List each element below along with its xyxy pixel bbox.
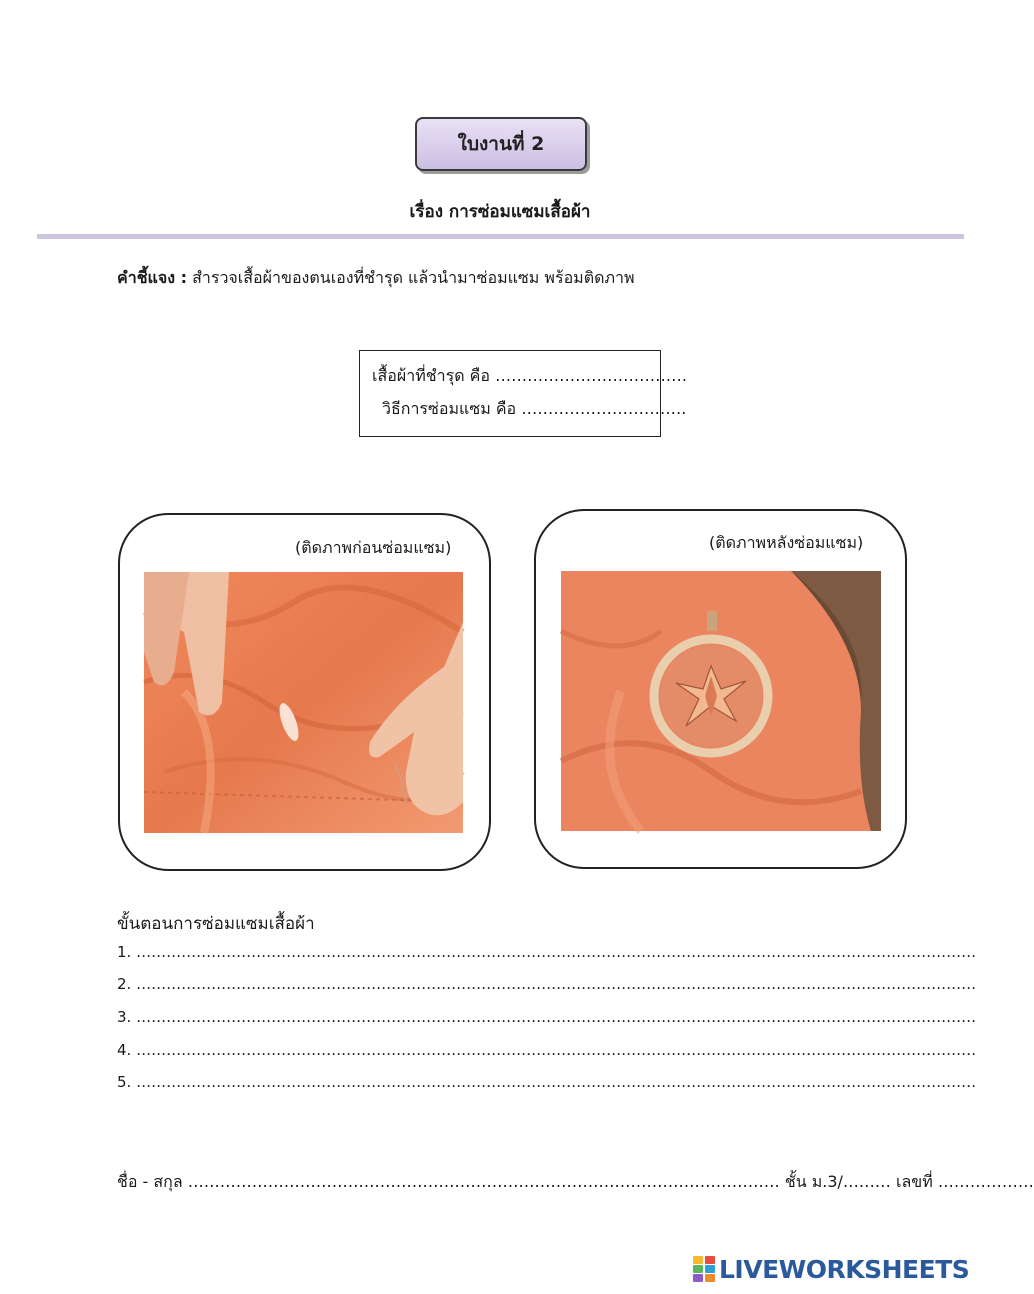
instructions-label: คำชี้แจง : — [117, 268, 188, 287]
damaged-clothing-field[interactable]: เสื้อผ้าที่ชำรุด คือ ……………………………… — [372, 366, 688, 385]
step-line-1[interactable]: 1. …………………………………………………………………………………………………………………………………………………… — [117, 943, 977, 961]
student-info-line[interactable]: ชื่อ - สกุล ………………………………………………………………………………………………… ชั้น ม.3/……… เลขที่ ……………… — [117, 1172, 1034, 1191]
step-line-3[interactable]: 3. …………………………………………………………………………………………………………………………………………………… — [117, 1008, 977, 1026]
step-line-2[interactable]: 2. …………………………………………………………………………………………………………………………………………………… — [117, 975, 977, 993]
question-box — [359, 350, 688, 437]
liveworksheets-logo — [693, 1254, 969, 1284]
worksheet-title-box — [415, 117, 587, 171]
worksheet-subject: เรื่อง การซ่อมแซมเสื้อผ้า — [409, 202, 591, 222]
instructions-text: สำรวจเสื้อผ้าของตนเองที่ชำรุด แล้วนำมาซ่อมแซม พร้อมติดภาพ — [187, 268, 635, 287]
after-photo-caption: (ติดภาพหลังซ่อมแซม) — [709, 533, 864, 552]
after-repair-photo — [561, 571, 881, 831]
worksheet-title: ใบงานที่ 2 — [457, 133, 545, 155]
steps-title: ขั้นตอนการซ่อมแซมเสื้อผ้า — [117, 914, 315, 934]
before-repair-photo — [144, 572, 463, 833]
step-line-4[interactable]: 4. …………………………………………………………………………………………………………………………………………………… — [117, 1041, 977, 1059]
header-divider — [37, 234, 964, 239]
liveworksheets-logo-text: LIVEWORKSHEETS — [719, 1254, 970, 1284]
instructions — [117, 266, 635, 291]
step-line-5[interactable]: 5. …………………………………………………………………………………………………………………………………………………… — [117, 1073, 977, 1091]
liveworksheets-logo-icon — [693, 1256, 715, 1282]
before-photo-caption: (ติดภาพก่อนซ่อมแซม) — [295, 538, 452, 557]
repair-method-field[interactable]: วิธีการซ่อมแซม คือ …………………………. — [382, 399, 687, 418]
